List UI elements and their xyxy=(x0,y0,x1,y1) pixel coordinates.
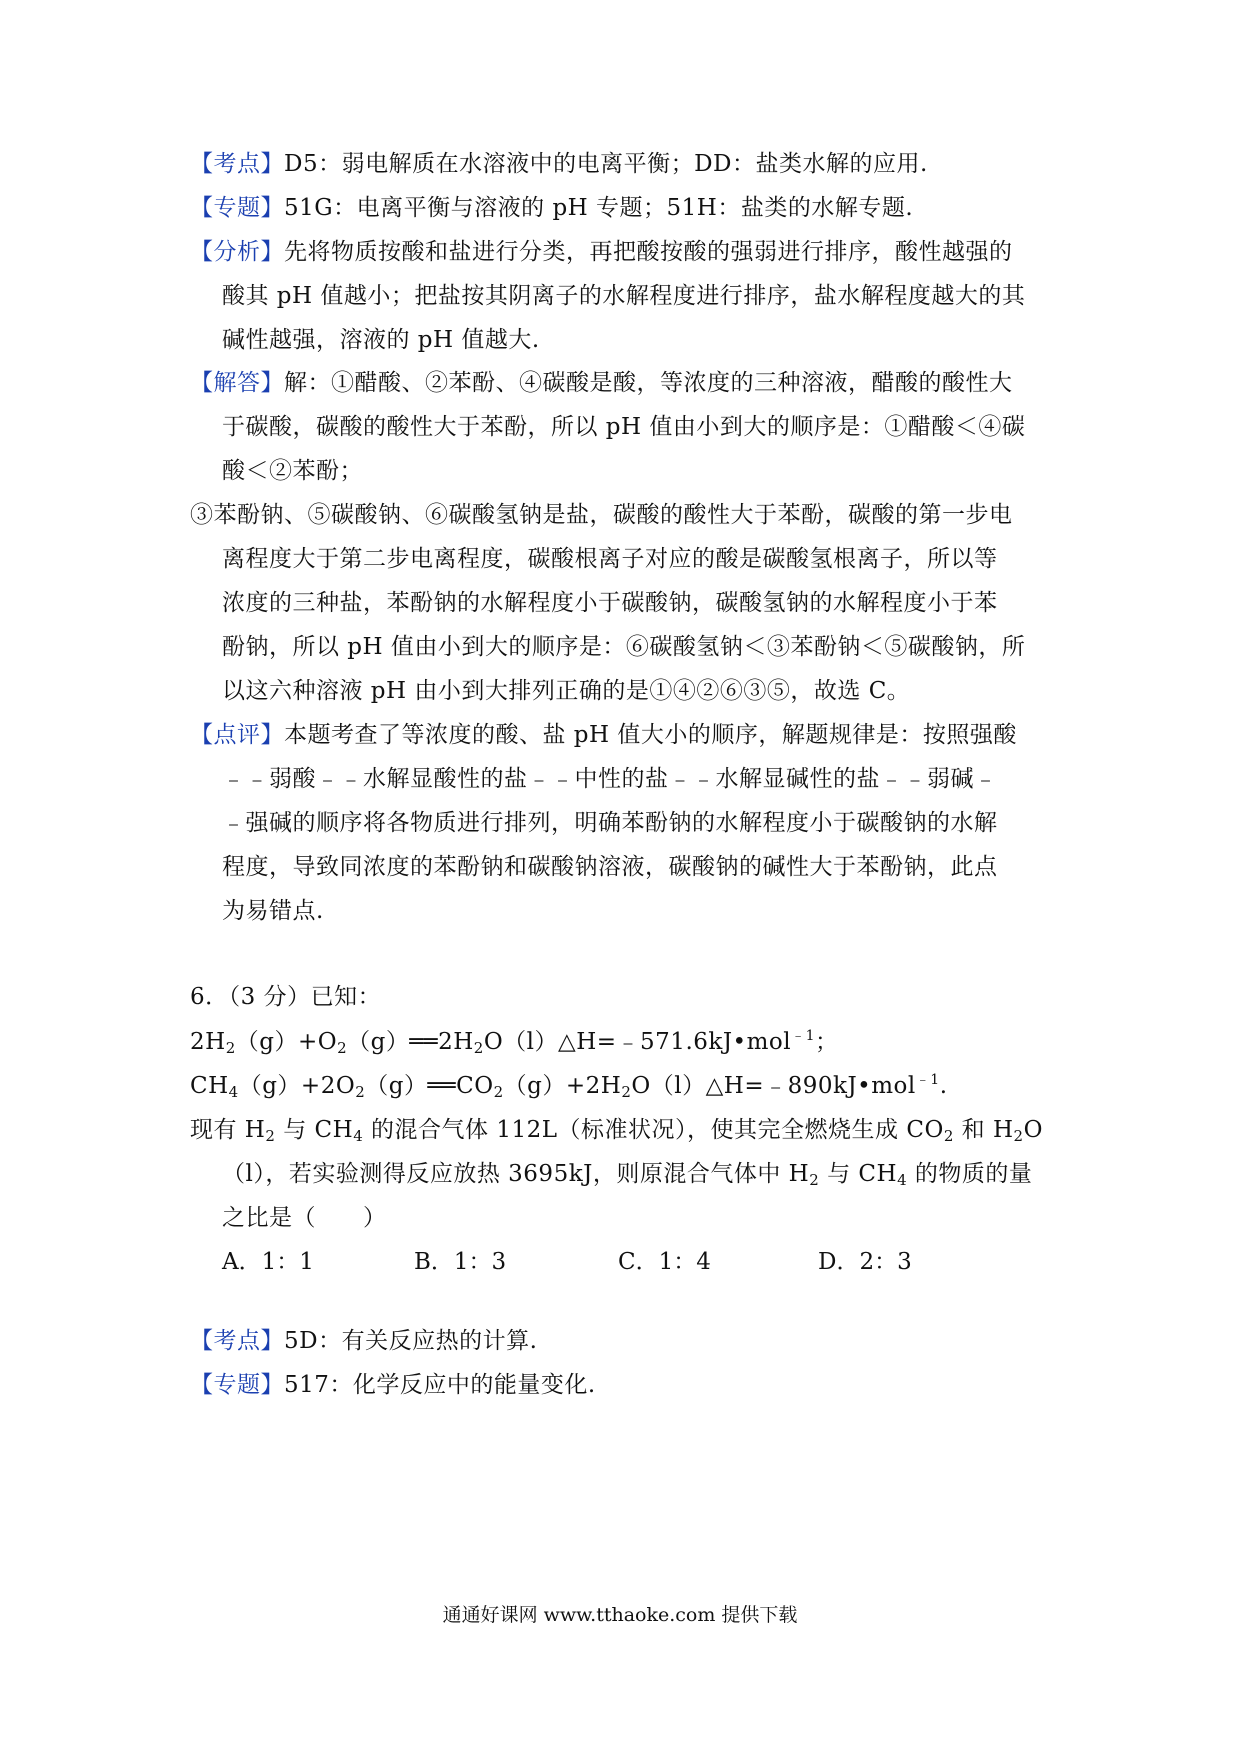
fenxi-line-2: 酸其 pH 值越小；把盐按其阴离子的水解程度进行排序，盐水解程度越大的其 xyxy=(222,283,1026,309)
kaodian-line xyxy=(190,145,928,178)
fenxi-text-1: 先将物质按酸和盐进行分类，再把酸按酸的强弱进行排序，酸性越强的 xyxy=(284,239,1013,265)
equation-1: $2H_2(g)+O_2(g)══2H_2O(l)\triangle H=﹣571.6kJ•mol^{﹣1}$； xyxy=(190,1028,839,1057)
jieda-line-2: 于碳酸，碳酸的酸性大于苯酚，所以 pH 值由小到大的顺序是：①醋酸＜④碳 xyxy=(222,414,1026,440)
kaodian-text-2: 5D：有关反应热的计算. xyxy=(284,1328,538,1354)
zhuanti-line-2 xyxy=(190,1366,596,1399)
dianping-line-5: 为易错点. xyxy=(222,898,324,924)
kaodian-tag: 【考点】 xyxy=(190,151,284,177)
dianping-line-3: ﹣强碱的顺序将各物质进行排列，明确苯酚钠的水解程度小于碳酸钠的水解 xyxy=(222,810,998,836)
zhuanti-tag: 【专题】 xyxy=(190,195,284,221)
option-d: D．2：3 xyxy=(818,1249,912,1275)
dianping-line-1 xyxy=(190,716,1017,749)
dianping-line-4: 程度，导致同浓度的苯酚钠和碳酸钠溶液，碳酸钠的碱性大于苯酚钠，此点 xyxy=(222,854,998,880)
zhuanti-text: 51G：电离平衡与溶液的 pH 专题；51H：盐类的水解专题. xyxy=(284,195,914,221)
dianping-text-1: 本题考查了等浓度的酸、盐 pH 值大小的顺序，解题规律是：按照强酸 xyxy=(284,722,1017,748)
fenxi-tag: 【分析】 xyxy=(190,239,284,265)
kaodian-text: D5：弱电解质在水溶液中的电离平衡；DD：盐类水解的应用. xyxy=(284,151,928,177)
jieda-line-4: ③苯酚钠、⑤碳酸钠、⑥碳酸氢钠是盐，碳酸的酸性大于苯酚，碳酸的第一步电 xyxy=(190,502,1013,528)
zhuanti-text-2: 517：化学反应中的能量变化. xyxy=(284,1372,596,1398)
option-c: C．1：4 xyxy=(618,1249,711,1275)
jieda-text-1: 解：①醋酸、②苯酚、④碳酸是酸，等浓度的三种溶液，醋酸的酸性大 xyxy=(284,370,1013,396)
kaodian-line-2 xyxy=(190,1322,537,1355)
jieda-line-5: 离程度大于第二步电离程度，碳酸根离子对应的酸是碳酸氢根离子，所以等 xyxy=(222,546,998,572)
jieda-line-6: 浓度的三种盐，苯酚钠的水解程度小于碳酸钠，碳酸氢钠的水解程度小于苯 xyxy=(222,590,998,616)
jieda-tag: 【解答】 xyxy=(190,370,284,396)
zhuanti-line xyxy=(190,189,913,222)
dianping-tag: 【点评】 xyxy=(190,722,284,748)
page-footer: 通通好课网 www.tthaoke.com 提供下载 xyxy=(442,1604,798,1626)
jieda-line-8: 以这六种溶液 pH 由小到大排列正确的是①④②⑥③⑤，故选 C。 xyxy=(222,678,911,704)
fenxi-line-1 xyxy=(190,233,1013,266)
kaodian-tag-2: 【考点】 xyxy=(190,1328,284,1354)
option-b: B．1：3 xyxy=(414,1249,507,1275)
question-body-1: 现有 $H_2$ 与 $CH_4$ 的混合气体 112L（标准状况），使其完全燃烧生成 $CO_2$ 和 $H_2O$ xyxy=(190,1117,1043,1145)
fenxi-line-3: 碱性越强，溶液的 pH 值越大. xyxy=(222,327,540,353)
question-stem: 6．（3 分）已知： xyxy=(190,984,382,1010)
option-a: A．1：1 xyxy=(222,1249,314,1275)
equation-2: $CH_4(g)+2O_2(g)══CO_2(g)+2H_2O(l)\triangle H=﹣890kJ•mol^{﹣1}$. xyxy=(190,1072,948,1101)
dianping-line-2: ﹣﹣弱酸﹣﹣水解显酸性的盐﹣﹣中性的盐﹣﹣水解显碱性的盐﹣﹣弱碱﹣ xyxy=(222,766,998,792)
question-body-2: （l），若实验测得反应放热 3695kJ，则原混合气体中 $H_2$ 与 $CH_4$ 的物质的量 xyxy=(222,1161,1033,1189)
jieda-line-3: 酸＜②苯酚； xyxy=(222,458,363,484)
jieda-line-7: 酚钠，所以 pH 值由小到大的顺序是：⑥碳酸氢钠＜③苯酚钠＜⑤碳酸钠，所 xyxy=(222,634,1026,660)
question-body-3: 之比是（ ） xyxy=(222,1205,387,1231)
jieda-line-1 xyxy=(190,364,1013,397)
zhuanti-tag-2: 【专题】 xyxy=(190,1372,284,1398)
